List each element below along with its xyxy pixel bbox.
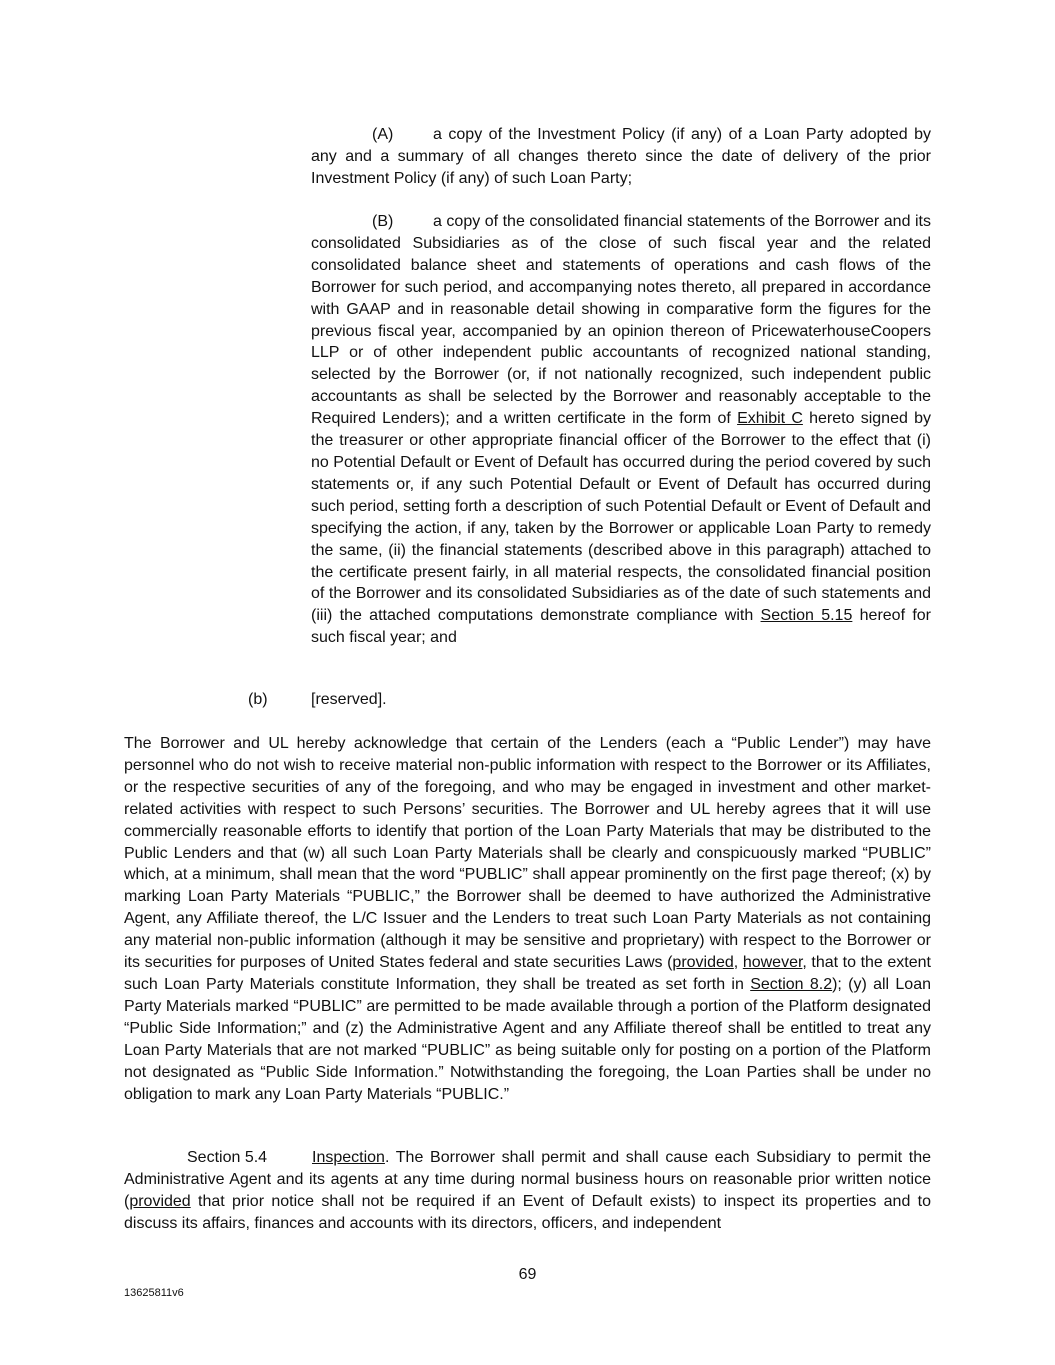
item-b-lower-marker: (b) [248,691,268,708]
item-b-upper-text-2: hereto signed by the treasurer or other appropriate financial officer of the Borrower to the effect that (i) no Potential Default or Event of Default has occurred during the period covered by such statements or, if any such Potential Default or Event of Default has occurred during such period, setting forth a description of such Potential Default or Event of Default and specifying the action, if any, taken by the Borrower or applicable Loan Party to remedy the same, (ii) the financial statements (described above in this paragraph) attached to the certificate present fairly, in all material respects, the consolidated financial position of the Borrower and its consolidated Subsidiaries as of the date of such statements and (iii) the attached computations demonstrate compliance with [311,410,932,625]
public-text-3: ); (y) all Loan Party Materials marked “PUBLIC” are permitted to be made available through a portion of the Platform designated “Public Side Information;” and (z) the Administrative Agent and any Affiliate thereof shall be entitled to treat any Loan Party Materials that are not marked “PUBLIC” as being suitable only for posting on a portion of the Platform not designated as “Public Side Information.” Notwithstanding the foregoing, the Loan Parties shall be under no obligation to mark any Loan Party Materials “PUBLIC.” [124,975,932,1103]
item-b-upper-text-3: hereof for such fiscal year; and [311,607,932,647]
item-b-upper-text-1: a copy of the consolidated financial statements of the Borrower and its consolidated Subsidiaries as of the close of such fiscal year and the related consolidated balance sheet and statements of operations and cash flows of the Borrower for such period, and accompanying notes thereto, all prepared in accordance with GAAP and in reasonable detail showing in comparative form the figures for the previous fiscal year, accompanied by an opinion thereon of PricewaterhouseCoopers LLP or of other independent public accountants of recognized national standing, selected by the Borrower (or, if not nationally recognized, such independent public accountants as shall be selected by the Borrower and reasonably acceptable to the Required Lenders); and a written certificate in the form of [311,213,931,428]
however-term: however [742,954,803,972]
section-5-4-text-2: that prior notice shall not be required if an Event of Default exists) to inspect its properties and to discuss its affairs, finances and accounts with its directors, officers, and independent [124,1192,931,1232]
paragraph-public-lender [124,733,931,1105]
item-b-lower-text: [reserved]. [311,691,387,708]
section-5-15-link[interactable]: Section 5.15 [760,607,853,625]
section-5-4-text-1: . The Borrower shall permit and shall cause each Subsidiary to permit the Administrative Agent and its agents at any time during normal business hours on reasonable prior written notice ( [124,1149,931,1210]
provided-term-2: provided [129,1192,191,1210]
item-a-text: a copy of the Investment Policy (if any) of a Loan Party adopted by any and a summary of all changes thereto since the date of delivery of the prior Investment Policy (if any) of such Loan Party; [311,126,931,187]
public-text-2: , that to the extent such Loan Party Materials constitute Information, they shall be treated as set forth in [124,954,931,993]
exhibit-c-link[interactable]: Exhibit C [737,410,803,428]
paragraph-item-a [311,124,931,190]
paragraph-section-5-4 [124,1147,931,1235]
item-a-marker: (A) [372,126,394,143]
section-5-4-number: Section 5.4 [187,1149,268,1166]
paragraph-item-b-lower [248,689,648,711]
paragraph-item-b-upper [311,211,931,649]
public-comma: , [733,954,743,972]
item-b-upper-marker: (B) [372,213,394,230]
page-number: 69 [518,1266,537,1283]
section-5-4-heading: Inspection [312,1149,385,1166]
section-8-2-link[interactable]: Section 8.2 [750,975,833,993]
public-text-1: The Borrower and UL hereby acknowledge that certain of the Lenders (each a “Public Lender”) may have personnel who do not wish to receive material non-public information with respect to the Borrower or its Affiliates, or the respective securities of any of the foregoing, and who may be engaged in investment and other market-related activities with respect to such Persons’ securities. The Borrower and UL hereby agrees that it will use commercially reasonable efforts to identify that portion of the Loan Party Materials that may be distributed to the Public Lenders and that (w) all such Loan Party Materials shall be clearly and conspicuously marked “PUBLIC” which, at a minimum, shall mean that the word “PUBLIC” shall appear prominently on the first page thereof; (x) by marking Loan Party Materials “PUBLIC,” the Borrower shall be deemed to have authorized the Administrative Agent, any Affiliate thereof, the L/C Issuer and the Lenders to treat such Loan Party Materials as not containing any material non-public information (although it may be sensitive and proprietary) with respect to the Borrower or its securities for purposes of United States federal and state securities Laws ( [124,735,931,972]
document-id: 13625811v6 [124,1287,184,1299]
provided-term: provided [672,954,734,972]
